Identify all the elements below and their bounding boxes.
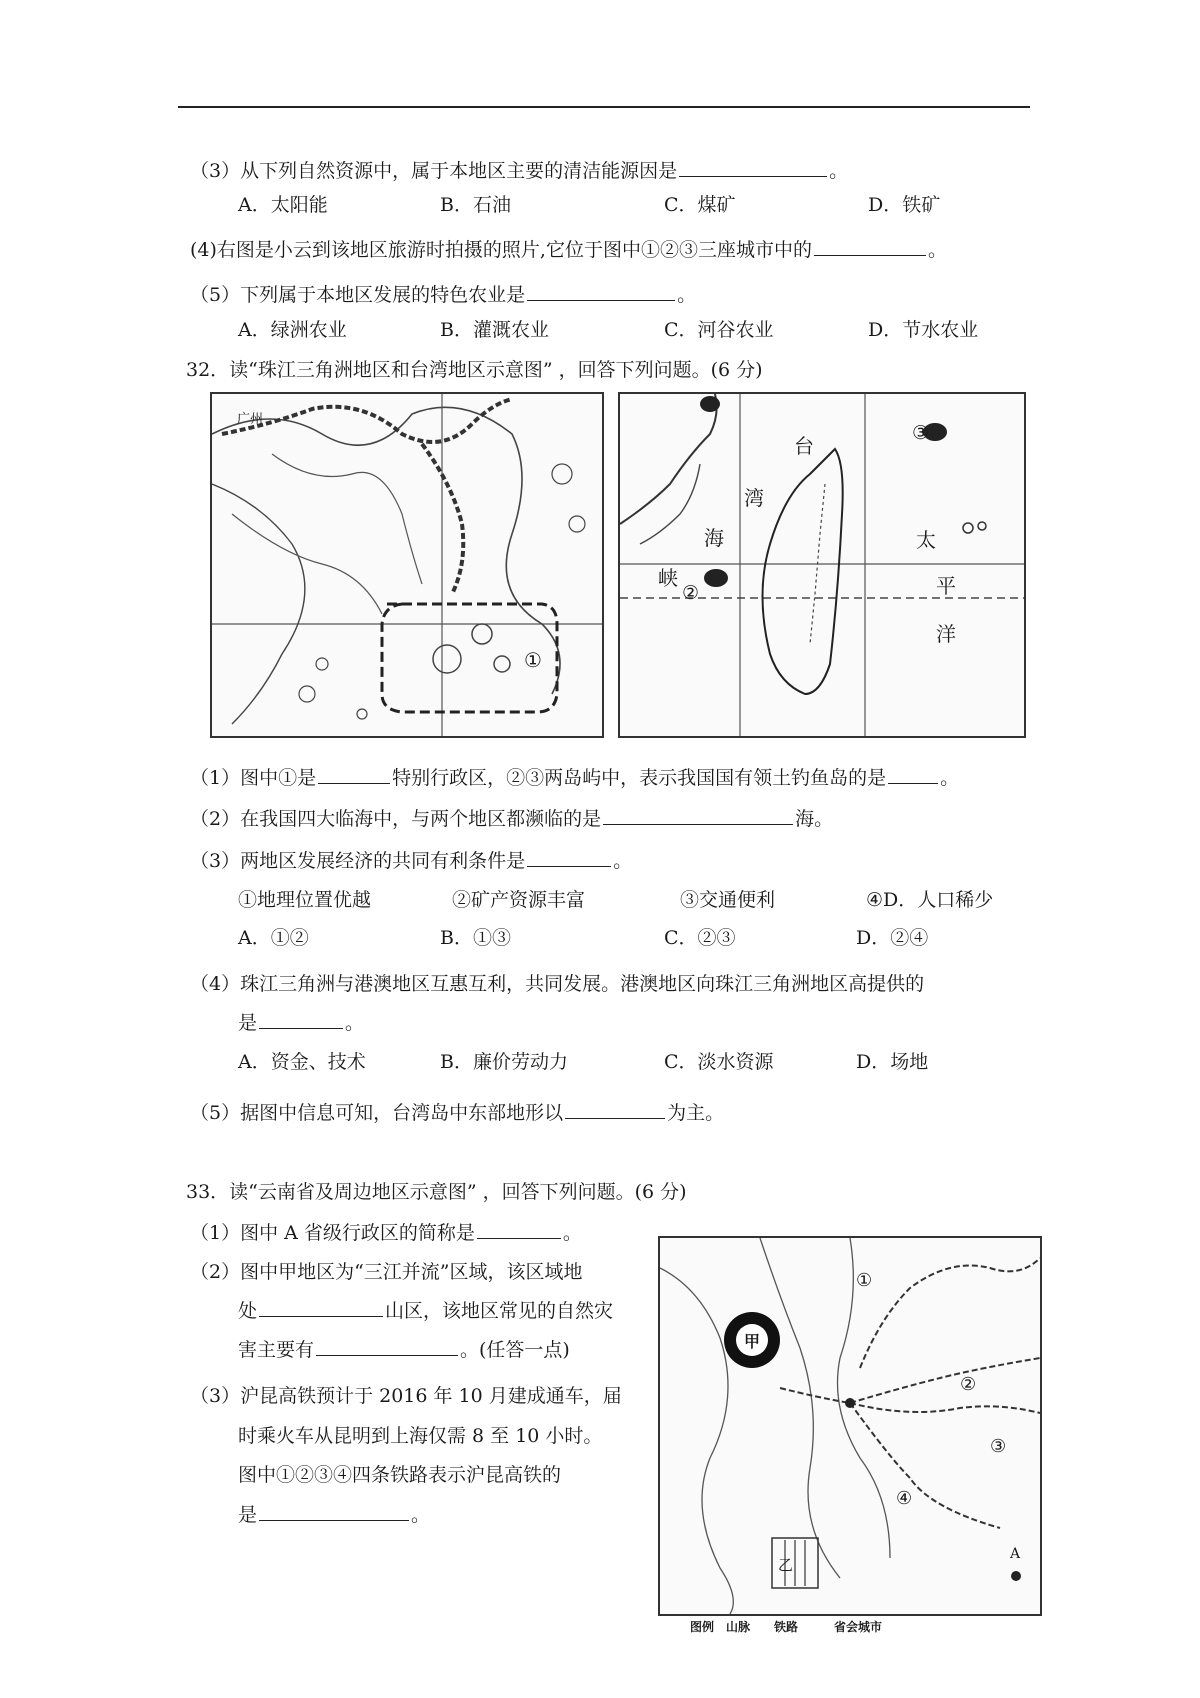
- answer-blank[interactable]: [814, 237, 926, 256]
- map-label-yi: 乙: [778, 1556, 794, 1574]
- q32-s3-opt-b: B．①③: [440, 927, 511, 949]
- q32-cond-4: ④D．人口稀少: [866, 889, 994, 911]
- map-label-tai: 台: [794, 434, 814, 458]
- yunnan-map: [658, 1236, 1042, 1616]
- q32-title: 32．读“珠江三角洲地区和台湾地区示意图” ，回答下列问题。(6 分): [186, 359, 763, 381]
- map-label-tai2: 太: [916, 528, 936, 552]
- map-marker-4: ④: [896, 1488, 913, 1509]
- q31-s3: （3）从下列自然资源中，属于本地区主要的清洁能源因是 。: [190, 160, 849, 182]
- q31-s3-opt-d: D．铁矿: [868, 194, 941, 216]
- map-marker-3: ③: [912, 422, 930, 444]
- q32-s1: （1）图中①是 特别行政区，②③两岛屿中，表示我国国有领土钓鱼岛的是 。: [190, 767, 960, 789]
- q33-s1: （1）图中 A 省级行政区的简称是 。: [190, 1222, 582, 1244]
- map-marker-2: ②: [960, 1374, 977, 1395]
- q32-s3: （3）两地区发展经济的共同有利条件是 。: [190, 850, 633, 872]
- q33-s3-line3: 图中①②③④四条铁路表示沪昆高铁的: [238, 1464, 562, 1486]
- answer-blank[interactable]: [527, 848, 611, 867]
- q31-s4: (4)右图是小云到该地区旅游时拍摄的照片,它位于图中①②③三座城市中的 。: [190, 239, 947, 261]
- q32-cond-1: ①地理位置优越: [238, 889, 372, 911]
- map-label-wan: 湾: [744, 486, 764, 510]
- map-label-city: 广州: [237, 412, 264, 427]
- taiwan-map: [618, 392, 1026, 738]
- header-rule: [178, 106, 1030, 108]
- q33-title: 33．读“云南省及周边地区示意图” ，回答下列问题。(6 分): [186, 1181, 687, 1203]
- answer-blank[interactable]: [259, 1502, 409, 1521]
- map-label-jia: 甲: [744, 1332, 761, 1351]
- answer-blank[interactable]: [603, 806, 793, 825]
- q31-s5-opt-d: D．节水农业: [868, 319, 979, 341]
- q32-s4-opt-c: C．淡水资源: [664, 1051, 774, 1073]
- q31-s3-opt-c: C．煤矿: [664, 194, 736, 216]
- answer-blank[interactable]: [259, 1010, 343, 1029]
- q32-cond-3: ③交通便利: [680, 889, 776, 911]
- map-marker-1: ①: [856, 1270, 873, 1291]
- map-marker-1: ①: [524, 648, 542, 672]
- pearl-river-delta-map: [210, 392, 604, 738]
- map-label-ping: 平: [936, 574, 956, 598]
- q33-s2-line3: 害主要有 。(任答一点): [238, 1339, 570, 1361]
- q33-s3-line4: 是 。: [238, 1504, 431, 1526]
- q33-s2-line2: 处 山区，该地区常见的自然灾: [238, 1300, 614, 1322]
- q32-s3-opt-d: D．②④: [856, 927, 929, 949]
- map-label-yang: 洋: [936, 622, 956, 646]
- q32-s4-line2: 是 。: [238, 1012, 365, 1034]
- q32-s5: （5）据图中信息可知，台湾岛中东部地形以 为主。: [190, 1102, 725, 1124]
- answer-blank[interactable]: [477, 1220, 561, 1239]
- answer-blank[interactable]: [888, 765, 938, 784]
- q32-s4-line1: （4）珠江三角洲与港澳地区互惠互利，共同发展。港澳地区向珠江三角洲地区高提供的: [190, 973, 925, 995]
- map-marker-3: ③: [990, 1436, 1007, 1457]
- map-marker-2: ②: [682, 582, 700, 604]
- q31-s5: （5）下列属于本地区发展的特色农业是 。: [190, 284, 697, 306]
- q32-s4-opt-d: D．场地: [856, 1051, 929, 1073]
- q32-s3-opt-a: A．①②: [238, 927, 309, 949]
- q32-s4-opt-a: A．资金、技术: [238, 1051, 366, 1073]
- answer-blank[interactable]: [565, 1100, 665, 1119]
- q32-s2: （2）在我国四大临海中，与两个地区都濒临的是 海。: [190, 808, 834, 830]
- yunnan-map-legend: 图例 山脉 铁路 省会城市: [690, 1620, 883, 1634]
- q33-s3-line2: 时乘火车从昆明到上海仅需 8 至 10 小时。: [238, 1425, 603, 1447]
- q32-s3-opt-c: C．②③: [664, 927, 736, 949]
- q31-s5-opt-b: B．灌溉农业: [440, 319, 549, 341]
- q32-s4-opt-b: B．廉价劳动力: [440, 1051, 568, 1073]
- answer-blank[interactable]: [259, 1298, 383, 1317]
- q31-s3-opt-a: A．太阳能: [238, 194, 328, 216]
- answer-blank[interactable]: [679, 158, 827, 177]
- q32-cond-2: ②矿产资源丰富: [452, 889, 586, 911]
- q33-s2-line1: （2）图中甲地区为“三江并流”区域，该区域地: [190, 1261, 583, 1283]
- q31-s5-opt-a: A．绿洲农业: [238, 319, 347, 341]
- map-label-hai: 海: [704, 526, 724, 550]
- answer-blank[interactable]: [527, 282, 675, 301]
- q33-s3-line1: （3）沪昆高铁预计于 2016 年 10 月建成通车，届: [190, 1385, 622, 1407]
- q31-s3-opt-b: B．石油: [440, 194, 511, 216]
- map-label-a: A: [1010, 1546, 1021, 1562]
- answer-blank[interactable]: [318, 765, 390, 784]
- answer-blank[interactable]: [316, 1337, 458, 1356]
- q31-s5-opt-c: C．河谷农业: [664, 319, 774, 341]
- map-label-xia: 峡: [658, 566, 678, 590]
